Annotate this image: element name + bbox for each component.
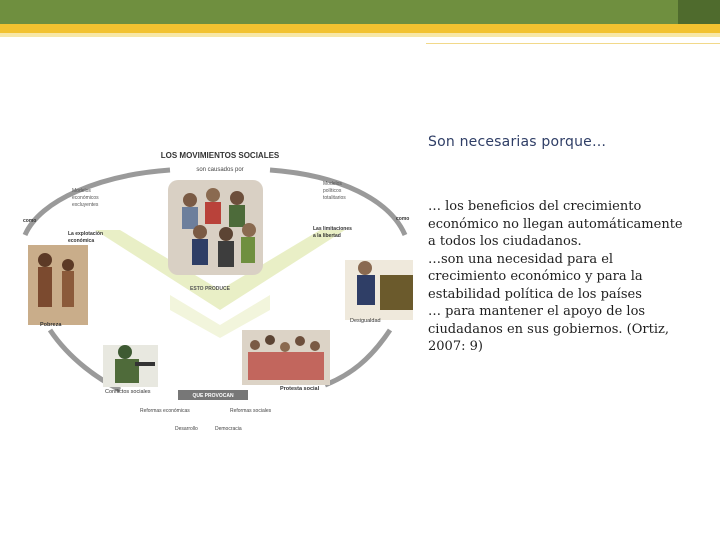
label-exploitation: La explotación económica <box>68 231 104 244</box>
protest-illustration <box>242 330 330 385</box>
header-rule <box>426 43 720 44</box>
label-reformas-economicas: Reformas económicas <box>140 408 190 414</box>
label-models-political: Modelos políticos totalitarios <box>323 181 346 201</box>
label-limitations: Las limitaciones a la libertad <box>313 226 352 239</box>
slide-title: Son necesarias porque… <box>428 134 607 150</box>
figure-subheading: son causados por <box>196 167 244 173</box>
label-que-provocan: QUE PROVOCAN <box>192 393 234 399</box>
label-desigualdad: Desigualdad <box>350 318 381 324</box>
figure-heading: LOS MOVIMIENTOS SOCIALES <box>160 151 280 160</box>
gold-band-light <box>0 33 720 37</box>
label-esto-produce: ESTO PRODUCE <box>190 286 230 292</box>
label-desarrollo: Desarrollo <box>175 426 198 432</box>
slide-body <box>428 198 690 356</box>
label-como-left: como <box>23 218 37 224</box>
label-reformas-sociales: Reformas sociales <box>230 408 272 414</box>
conflict-illustration <box>103 345 158 387</box>
label-como-right: como <box>396 216 410 222</box>
label-protesta: Protesta social <box>280 386 320 392</box>
label-democracia: Democracia <box>215 426 242 432</box>
crowd-illustration <box>168 180 263 275</box>
label-pobreza: Pobreza <box>40 322 62 328</box>
label-models-economic: Modelos económicos excluyentes <box>72 188 99 208</box>
paragraph-2: …son una necesidad para el crecimiento económico y para la estabilidad política de los países <box>428 251 643 302</box>
social-movements-figure <box>20 140 413 440</box>
label-conflictos: Conflictos sociales <box>105 389 151 395</box>
paragraph-3: … para mantener el apoyo de los ciudadanos en sus gobiernos. (Ortiz, 2007: 9) <box>428 304 669 354</box>
poverty-illustration <box>28 245 88 325</box>
top-bar-dark-segment <box>678 0 720 24</box>
top-bar <box>0 0 720 24</box>
paragraph-1: … los beneficios del crecimiento económico no llegan automáticamente a todos los ciudadanos. <box>428 199 683 249</box>
gold-band <box>0 24 720 33</box>
inequality-illustration <box>345 260 413 320</box>
